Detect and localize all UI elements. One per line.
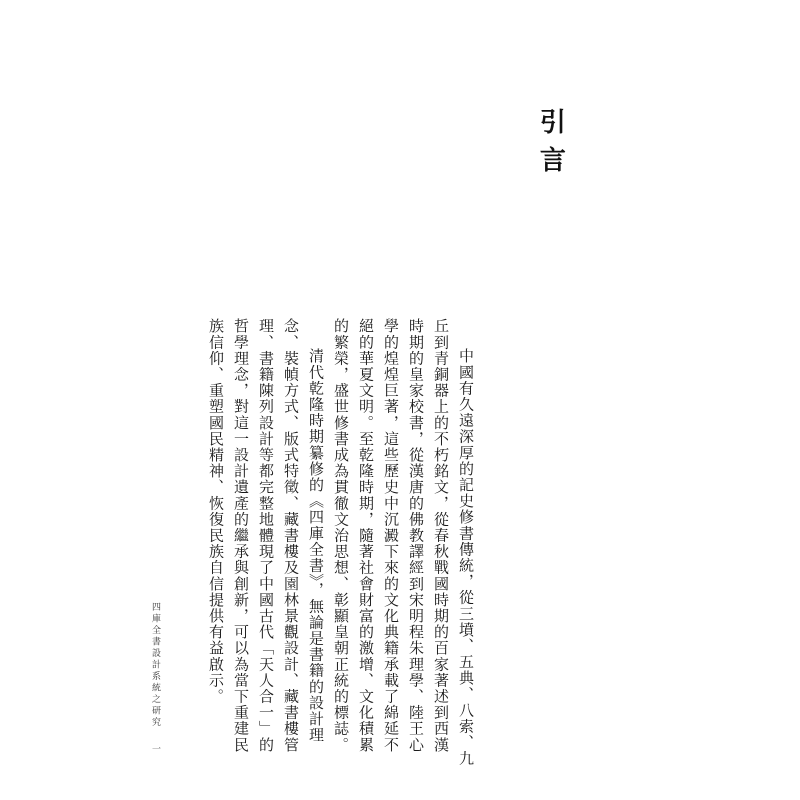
page-number: 一 bbox=[150, 744, 160, 753]
body-text bbox=[176, 318, 478, 768]
running-title: 四庫全書設計系統之研究 bbox=[150, 602, 160, 729]
paragraph-2: 清代乾隆時期纂修的《四庫全書》，無論是書籍的設計理念、裝幀方式、版式特徵、藏書樓及園林景觀設計、藏書樓管理、書籍陳列設計等都完整地體現了中國古代「天人合一」的哲學理念，對這一設計遺產的繼承與創新，可以為當下重建民族信仰、重塑國民精神、恢復民族自信提供有益啟示。 bbox=[207, 318, 325, 753]
chapter-title: 引言 bbox=[535, 108, 566, 184]
paragraph-1: 中國有久遠深厚的記史修書傳統，從三墳、五典、八索、九丘到青銅器上的不朽銘文，從春秋戰國時期的百家著述到西漢時期的皇家校書，從漢唐的佛教譯經到宋明程朱理學、陸王心學的煌煌巨著，這些歷史中沉澱下來的文化典籍承載了綿延不絕的華夏文明。至乾隆時期，隨著社會財富的激增、文化積累的繁榮，盛世修書成為貫徹文治思想、彰顯皇朝正統的標誌。 bbox=[332, 318, 475, 767]
